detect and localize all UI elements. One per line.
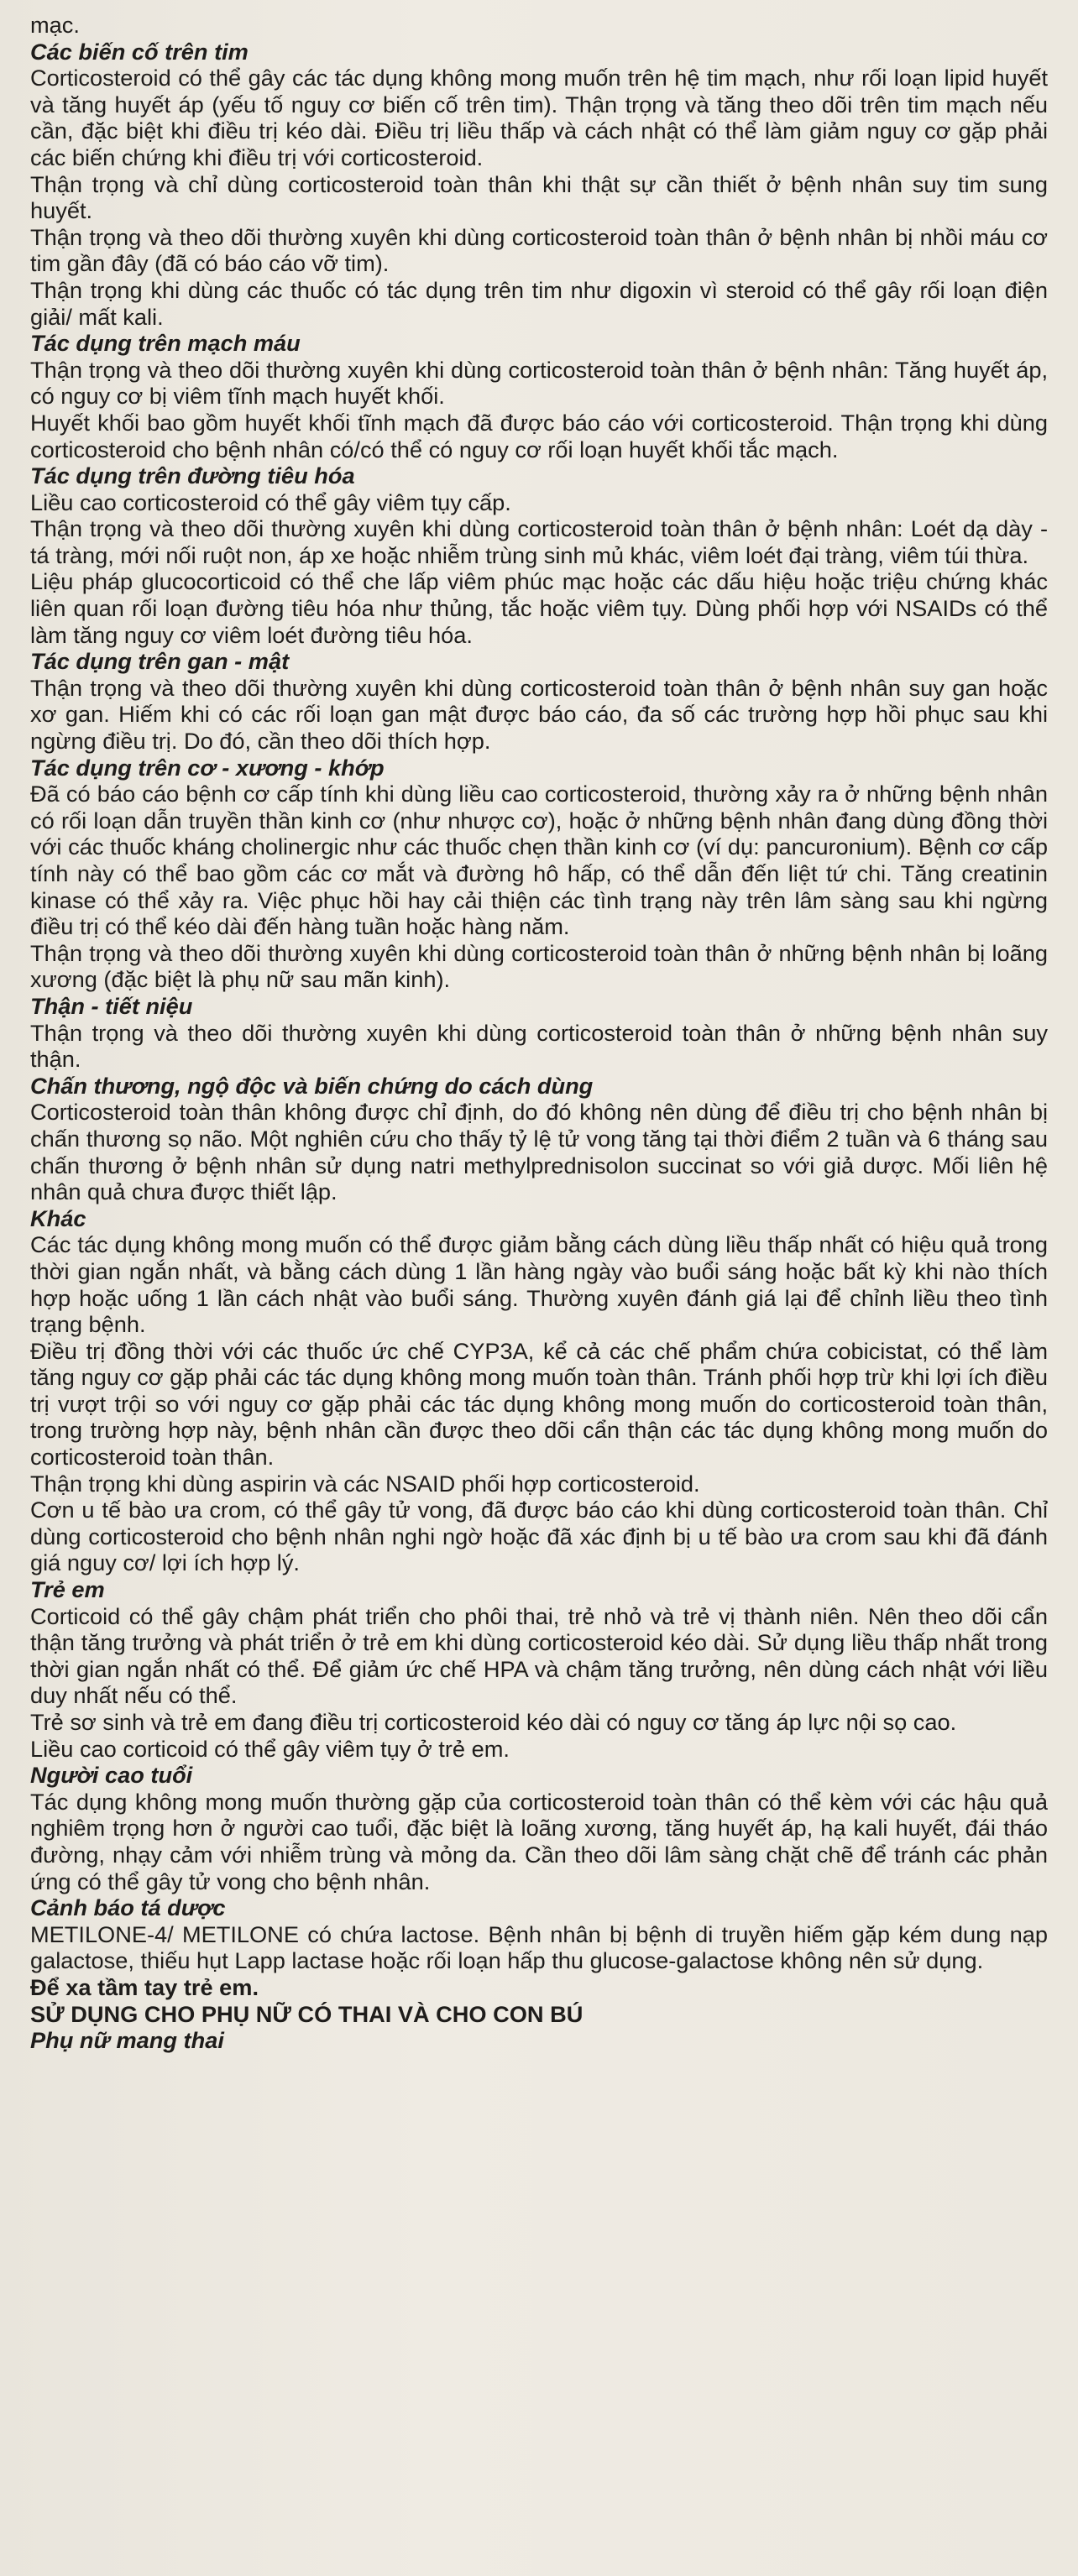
section-heading: Tác dụng trên gan - mật [30, 648, 290, 675]
section-paragraph: Trẻ sơ sinh và trẻ em đang điều trị corticosteroid kéo dài có nguy cơ tăng áp lực nội sọ cao. [30, 1709, 957, 1735]
section-paragraph: Đã có báo cáo bệnh cơ cấp tính khi dùng liều cao corticosteroid, thường xảy ra ở những bệnh nhân có rối loạn dẫn truyền thần kinh cơ (như nhược cơ), hoặc ở những bệnh nhân đang dùng đồng thời với các thuốc kháng cholinergic như các thuốc chẹn thần kinh cơ (ví dụ: pancuronium). Bệnh cơ cấp tính này có thể bao gồm các cơ mắt và đường hô hấp, có thể dẫn đến liệt tứ chi. Tăng creatinin kinase có thể xảy ra. Việc phục hồi hay cải thiện các tình trạng này trên lâm sàng sau khi ngừng điều trị có thể kéo dài đến hàng tuần hoặc hàng năm. [30, 781, 1048, 940]
section-paragraph: Các tác dụng không mong muốn có thể được giảm bằng cách dùng liều thấp nhất có hiệu quả trong thời gian ngắn nhất, và bằng cách dùng 1 lần hàng ngày vào buổi sáng hoặc bất kỳ khi nào thích hợp hoặc uống 1 lần cách nhật vào buổi sáng. Thường xuyên đánh giá lại để chỉnh liều theo tình trạng bệnh. [30, 1231, 1048, 1338]
section-heading: Chấn thương, ngộ độc và biến chứng do cách dùng [30, 1072, 594, 1099]
section-heading: Thận - tiết niệu [30, 992, 193, 1019]
keep-away-notice: Để xa tầm tay trẻ em. [30, 1973, 259, 2000]
section-paragraph: Thận trọng khi dùng aspirin và các NSAID phối hợp corticosteroid. [30, 1470, 700, 1497]
section-heading: Trẻ em [30, 1576, 105, 1603]
section-heading: Tác dụng trên mạch máu [30, 330, 301, 357]
section-paragraph: Corticosteroid có thể gây các tác dụng không mong muốn trên hệ tim mạch, như rối loạn lipid huyết và tăng huyết áp (yếu tố nguy cơ biến cố trên tim). Thận trọng và tăng theo dõi trên tim mạch nếu cần, đặc biệt khi điều trị kéo dài. Điều trị liều thấp và cách nhật có thể làm giảm nguy cơ gặp phải các biến chứng khi điều trị với corticosteroid. [30, 65, 1048, 170]
section-paragraph: Thận trọng và theo dõi thường xuyên khi dùng corticosteroid toàn thân ở bệnh nhân: Loét dạ dày - tá tràng, mới nối ruột non, áp xe hoặc nhiễm trùng sinh mủ khác, viêm loét đại tràng, viêm túi thừa. [30, 515, 1048, 568]
section-heading: Cảnh báo tá dược [30, 1894, 226, 1921]
section-block [30, 1073, 1048, 1205]
section-paragraph: Thận trọng và chỉ dùng corticosteroid toàn thân khi thật sự cần thiết ở bệnh nhân suy tim sung huyết. [30, 170, 1048, 224]
lead-text: mạc. [30, 12, 80, 38]
section-paragraph: Cơn u tế bào ưa crom, có thể gây tử vong, đã được báo cáo khi dùng corticosteroid toàn thân. Chỉ dùng corticosteroid cho bệnh nhân nghi ngờ hoặc đã xác định bị u tế bào ưa crom sau khi đã đánh giá nguy cơ/ lợi ích hợp lý. [30, 1497, 1048, 1576]
section-paragraph: METILONE-4/ METILONE có chứa lactose. Bệnh nhân bị bệnh di truyền hiếm gặp kém dung nạp galactose, thiếu hụt Lapp lactase hoặc rối loạn hấp thu glucose-galactose không nên sử dụng. [30, 1920, 1048, 1974]
section-heading: Tác dụng trên đường tiêu hóa [30, 462, 355, 489]
sections-container [30, 39, 1048, 1974]
section-paragraph: Thận trọng khi dùng các thuốc có tác dụng trên tim như digoxin vì steroid có thể gây rối loạn điện giải/ mất kali. [30, 276, 1048, 330]
section-heading: Người cao tuổi [30, 1762, 193, 1789]
section-paragraph: Thận trọng và theo dõi thường xuyên khi dùng corticosteroid toàn thân ở những bệnh nhân suy thận. [30, 1019, 1048, 1073]
pregnancy-section-title: SỬ DỤNG CHO PHỤ NỮ CÓ THAI VÀ CHO CON BÚ [30, 2000, 583, 2027]
section-block [30, 755, 1048, 993]
section-block [30, 993, 1048, 1073]
section-heading: Các biến cố trên tim [30, 38, 249, 65]
section-paragraph: Điều trị đồng thời với các thuốc ức chế CYP3A, kể cả các chế phẩm chứa cobicistat, có thể làm tăng nguy cơ gặp phải các tác dụng không mong muốn toàn thân. Tránh phối hợp trừ khi lợi ích điều trị vượt trội so với nguy cơ gặp phải các tác dụng không mong muốn do corticosteroid toàn thân, trong trường hợp này, bệnh nhân cần được theo dõi cẩn thận các tác dụng không mong muốn do corticosteroid toàn thân. [30, 1337, 1048, 1471]
section-block [30, 1762, 1048, 1894]
section-heading: Khác [30, 1204, 86, 1231]
section-block [30, 1205, 1048, 1576]
section-paragraph: Corticosteroid toàn thân không được chỉ định, do đó không nên dùng để điều trị cho bệnh nhân bị chấn thương sọ não. Một nghiên cứu cho thấy tỷ lệ tử vong tăng tại thời điểm 2 tuần và 6 tháng sau chấn thương ở bệnh nhân sử dụng natri methylprednisolon succinat so với giả dược. Mối liên hệ nhân quả chưa được thiết lập. [30, 1099, 1048, 1205]
section-paragraph: Thận trọng và theo dõi thường xuyên khi dùng corticosteroid toàn thân ở những bệnh nhân bị loãng xương (đặc biệt là phụ nữ sau mãn kinh). [30, 939, 1048, 993]
section-paragraph: Thận trọng và theo dõi thường xuyên khi dùng corticosteroid toàn thân ở bệnh nhân: Tăng huyết áp, có nguy cơ bị viêm tĩnh mạch huyết khối. [30, 356, 1048, 410]
pregnancy-subheading: Phụ nữ mang thai [30, 2027, 224, 2054]
section-heading: Tác dụng trên cơ - xương - khớp [30, 754, 385, 781]
section-block [30, 330, 1048, 462]
section-paragraph: Corticoid có thể gây chậm phát triển cho phôi thai, trẻ nhỏ và trẻ vị thành niên. Nên theo dõi cẩn thận tăng trưởng và phát triển ở trẻ em khi dùng corticosteroid kéo dài. Sử dụng liều thấp nhất trong thời gian ngắn nhất có thể. Để giảm ức chế HPA và chậm tăng trưởng, nên dùng cách nhật với liều duy nhất nếu có thể. [30, 1602, 1048, 1709]
section-paragraph: Liệu pháp glucocorticoid có thể che lấp viêm phúc mạc hoặc các dấu hiệu hoặc triệu chứng khác liên quan rối loạn đường tiêu hóa như thủng, tắc hoặc viêm tụy. Dùng phối hợp với NSAIDs có thể làm tăng nguy cơ viêm loét đường tiêu hóa. [30, 568, 1048, 648]
section-paragraph: Liều cao corticoid có thể gây viêm tụy ở trẻ em. [30, 1735, 510, 1762]
section-block [30, 648, 1048, 754]
section-block [30, 39, 1048, 331]
section-block [30, 1894, 1048, 1974]
section-paragraph: Thận trọng và theo dõi thường xuyên khi dùng corticosteroid toàn thân ở bệnh nhân bị nhồi máu cơ tim gần đây (đã có báo cáo vỡ tim). [30, 223, 1048, 277]
section-paragraph: Tác dụng không mong muốn thường gặp của corticosteroid toàn thân có thể kèm với các hậu quả nghiêm trọng hơn ở người cao tuổi, đặc biệt là loãng xương, tăng huyết áp, hạ kali huyết, đái tháo đường, nhạy cảm với nhiễm trùng và mỏng da. Cần theo dõi lâm sàng chặt chẽ để tránh các phản ứng có thể gây tử vong cho bệnh nhân. [30, 1788, 1048, 1894]
section-paragraph: Thận trọng và theo dõi thường xuyên khi dùng corticosteroid toàn thân ở bệnh nhân suy gan hoặc xơ gan. Hiếm khi có các rối loạn gan mật được báo cáo, đa số các trường hợp hồi phục sau khi ngừng điều trị. Do đó, cần theo dõi thích hợp. [30, 674, 1048, 755]
section-block [30, 462, 1048, 648]
section-block [30, 1576, 1048, 1762]
section-paragraph: Liều cao corticosteroid có thể gây viêm tụy cấp. [30, 489, 511, 515]
section-paragraph: Huyết khối bao gồm huyết khối tĩnh mạch đã được báo cáo với corticosteroid. Thận trọng khi dùng corticosteroid cho bệnh nhân có/có thể có nguy cơ rối loạn huyết khối tắc mạch. [30, 409, 1048, 462]
